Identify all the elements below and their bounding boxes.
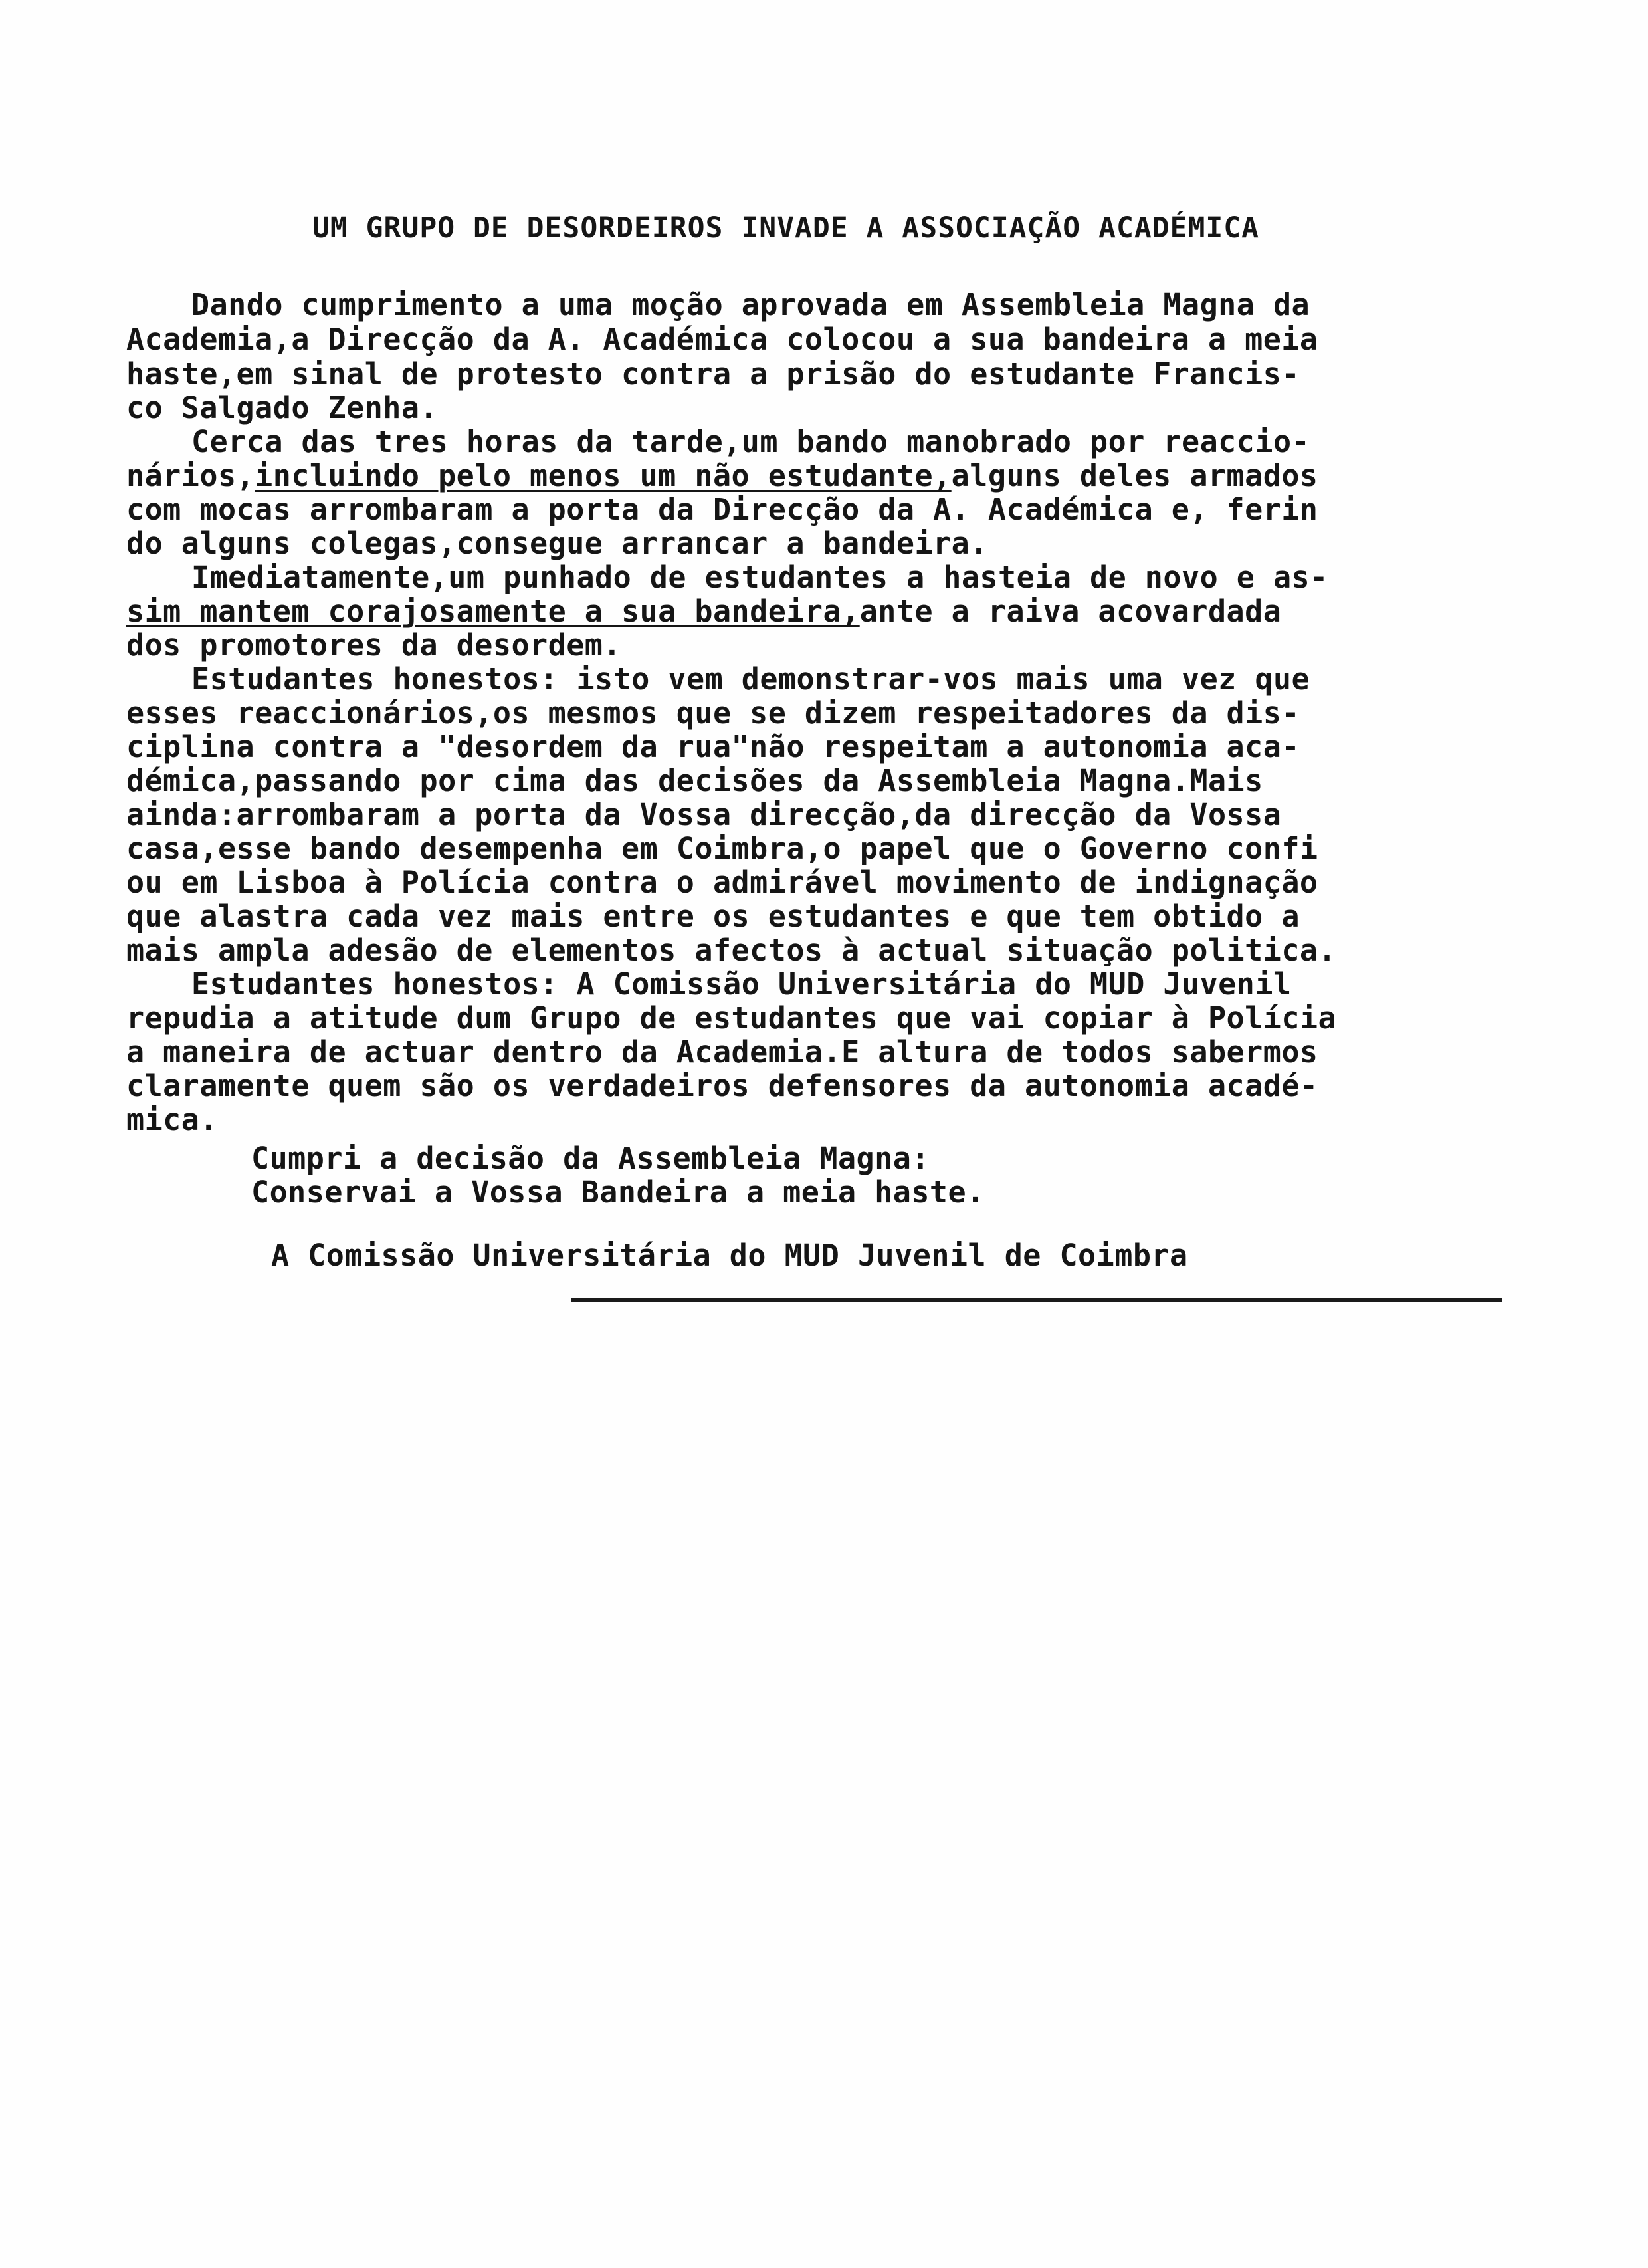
text-line: a maneira de actuar dentro da Academia.E altura de todos sabermos xyxy=(126,1034,1318,1070)
text-line: com mocas arrombaram a porta da Direcção da A. Académica e, ferin xyxy=(126,492,1318,527)
text-line: ou em Lisboa à Polícia contra o admirável movimento de indignação xyxy=(126,865,1318,900)
text-line: Academia,a Direcção da A. Académica colocou a sua bandeira a meia xyxy=(126,322,1318,357)
text-segment: nários, xyxy=(126,458,255,493)
text-segment: ante a raiva acovardada xyxy=(859,594,1282,629)
horizontal-rule xyxy=(571,1298,1502,1302)
text-line: Estudantes honestos: isto vem demonstrar-vos mais uma vez que xyxy=(191,661,1310,697)
text-line: mais ampla adesão de elementos afectos à actual situação politica. xyxy=(126,933,1337,968)
text-line: haste,em sinal de protesto contra a prisão do estudante Francis- xyxy=(126,356,1300,392)
text-line: dos promotores da desordem. xyxy=(126,627,621,663)
signature: A Comissão Universitária do MUD Juvenil de Coimbra xyxy=(271,1238,1188,1273)
text-line: esses reaccionários,os mesmos que se dizem respeitadores da dis- xyxy=(126,695,1300,731)
text-line: démica,passando por cima das decisões da Assembleia Magna.Mais xyxy=(126,763,1263,798)
text-line: mica. xyxy=(126,1102,218,1137)
text-segment: alguns deles armados xyxy=(951,458,1318,493)
document-title: UM GRUPO DE DESORDEIROS INVADE A ASSOCIAÇÃO ACADÉMICA xyxy=(312,211,1260,245)
text-line: claramente quem são os verdadeiros defensores da autonomia acadé- xyxy=(126,1068,1318,1103)
underlined-phrase: sim mantem corajosamente a sua bandeira, xyxy=(126,594,860,629)
text-line xyxy=(126,458,1318,493)
closing-line: Cumpri a decisão da Assembleia Magna: xyxy=(251,1141,930,1176)
text-line: repudia a atitude dum Grupo de estudantes que vai copiar à Polícia xyxy=(126,1000,1337,1036)
text-line: Cerca das tres horas da tarde,um bando manobrado por reaccio- xyxy=(191,424,1310,459)
text-line xyxy=(126,594,1281,629)
text-line: que alastra cada vez mais entre os estudantes e que tem obtido a xyxy=(126,899,1300,934)
text-line: ainda:arrombaram a porta da Vossa direcção,da direcção da Vossa xyxy=(126,797,1282,832)
underlined-phrase: incluindo pelo menos um não estudante, xyxy=(255,458,952,493)
text-line: co Salgado Zenha. xyxy=(126,390,439,425)
text-line: Imediatamente,um punhado de estudantes a hasteia de novo e as- xyxy=(191,560,1328,595)
text-line: casa,esse bando desempenha em Coimbra,o papel que o Governo confi xyxy=(126,831,1318,866)
text-line: do alguns colegas,consegue arrancar a bandeira. xyxy=(126,526,988,561)
text-line: ciplina contra a "desordem da rua"não respeitam a autonomia aca- xyxy=(126,729,1300,764)
text-line: Dando cumprimento a uma moção aprovada em Assembleia Magna da xyxy=(191,287,1310,322)
closing-line: Conservai a Vossa Bandeira a meia haste. xyxy=(251,1175,985,1210)
text-line: Estudantes honestos: A Comissão Universitária do MUD Juvenil xyxy=(191,966,1292,1002)
